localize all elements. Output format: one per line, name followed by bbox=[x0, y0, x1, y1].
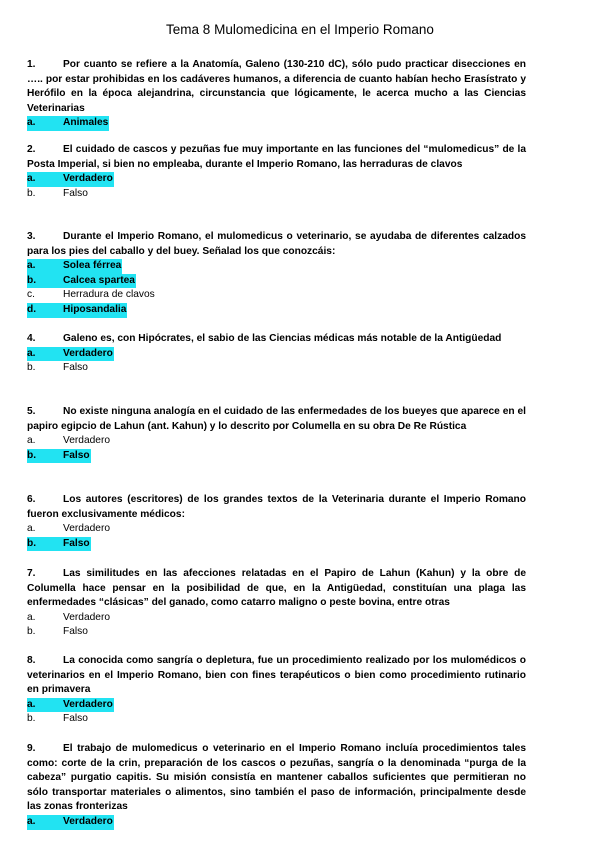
answer-option bbox=[27, 698, 526, 713]
question-7 bbox=[27, 567, 526, 640]
question-6 bbox=[27, 493, 526, 551]
question-8 bbox=[27, 654, 526, 727]
answer-option bbox=[27, 815, 526, 830]
option-text: Falso bbox=[63, 187, 88, 199]
highlighted-answer bbox=[27, 449, 91, 464]
question-5 bbox=[27, 405, 526, 463]
option-letter: b. bbox=[27, 713, 36, 725]
question-stem bbox=[27, 143, 526, 172]
question-stem bbox=[27, 405, 526, 434]
answer-option bbox=[27, 172, 526, 187]
option-text: Calcea spartea bbox=[63, 274, 135, 286]
option-text: Falso bbox=[63, 362, 88, 374]
answer-option bbox=[27, 449, 526, 464]
question-number: 2. bbox=[27, 144, 36, 155]
question-number: 3. bbox=[27, 231, 36, 242]
option-letter: a. bbox=[27, 698, 36, 710]
option-text: Verdadero bbox=[63, 435, 111, 447]
option-text: Falso bbox=[63, 537, 90, 549]
question-1 bbox=[27, 58, 526, 131]
question-number: 5. bbox=[27, 406, 36, 417]
option-text: Verdadero bbox=[63, 611, 111, 623]
answer-option bbox=[27, 522, 526, 537]
question-text: No existe ninguna analogía en el cuidado de las enfermedades de los bueyes que aparece en el papiro egipcio de Lahun (ant. Kahun) y lo descrito por Columella en su obra De Re Rústica bbox=[27, 406, 526, 432]
option-text: Verdadero bbox=[63, 523, 111, 535]
highlighted-answer bbox=[27, 698, 114, 713]
question-3 bbox=[27, 230, 526, 318]
option-text: Falso bbox=[63, 449, 90, 461]
option-text: Animales bbox=[63, 117, 109, 129]
question-stem bbox=[27, 332, 526, 347]
option-letter: b. bbox=[27, 449, 37, 461]
option-text: Falso bbox=[63, 713, 88, 725]
question-number: 1. bbox=[27, 59, 36, 70]
option-letter: a. bbox=[27, 523, 36, 535]
option-text: Solea férrea bbox=[63, 260, 122, 272]
option-letter: b. bbox=[27, 187, 36, 199]
option-text: Verdadero bbox=[63, 173, 113, 185]
highlighted-answer bbox=[27, 537, 91, 552]
answer-option bbox=[27, 288, 526, 303]
highlighted-answer bbox=[27, 116, 109, 131]
option-text: Falso bbox=[63, 626, 88, 638]
option-text: Herradura de clavos bbox=[63, 289, 155, 301]
option-text: Hiposandalia bbox=[63, 303, 127, 315]
option-letter: c. bbox=[27, 289, 35, 301]
question-number: 9. bbox=[27, 743, 36, 754]
question-text: Durante el Imperio Romano, el mulomedicus o veterinario, se ayudaba de diferentes calzados para los pies del caballo y del buey. Señalad los que conozcáis: bbox=[27, 231, 526, 257]
answer-option bbox=[27, 116, 526, 131]
question-4 bbox=[27, 332, 526, 376]
question-text: Los autores (escritores) de los grandes textos de la Veterinaria durante el Imperio Romano fueron exclusivamente médicos: bbox=[27, 494, 526, 520]
highlighted-answer bbox=[27, 172, 114, 187]
question-stem bbox=[27, 58, 526, 116]
question-stem bbox=[27, 742, 526, 815]
answer-option bbox=[27, 303, 526, 318]
question-text: La conocida como sangría o depletura, fue un procedimiento realizado por los mulomédicos o veterinarios en el Imperio Romano, bien con fines terapéuticos o bien como procedimiento rutinario en primavera bbox=[27, 655, 526, 696]
highlighted-answer bbox=[27, 303, 127, 318]
answer-option bbox=[27, 537, 526, 552]
option-letter: a. bbox=[27, 611, 36, 623]
question-number: 4. bbox=[27, 333, 36, 344]
answer-option bbox=[27, 259, 526, 274]
question-stem bbox=[27, 493, 526, 522]
question-text: El cuidado de cascos y pezuñas fue muy importante en las funciones del “mulomedicus” de la Posta Imperial, si bien no empleaba, durante el Imperio Romano, las herraduras de clavos bbox=[27, 144, 526, 170]
option-letter: d. bbox=[27, 303, 37, 315]
option-text: Verdadero bbox=[63, 815, 113, 827]
option-text: Verdadero bbox=[63, 347, 113, 359]
answer-option bbox=[27, 187, 526, 202]
question-number: 7. bbox=[27, 568, 36, 579]
answer-option bbox=[27, 434, 526, 449]
option-letter: b. bbox=[27, 362, 36, 374]
question-stem bbox=[27, 230, 526, 259]
question-text: Galeno es, con Hipócrates, el sabio de las Ciencias médicas más notable de la Antigüedad bbox=[63, 333, 502, 344]
answer-option bbox=[27, 361, 526, 376]
option-letter: a. bbox=[27, 260, 36, 272]
option-letter: b. bbox=[27, 537, 37, 549]
question-9 bbox=[27, 742, 526, 830]
highlighted-answer bbox=[27, 815, 114, 830]
option-text: Verdadero bbox=[63, 698, 113, 710]
answer-option bbox=[27, 712, 526, 727]
question-number: 8. bbox=[27, 655, 36, 666]
option-letter: a. bbox=[27, 173, 36, 185]
question-text: Las similitudes en las afecciones relatadas en el Papiro de Lahun (Kahun) y la obre de Columella hace pensar en la posibilidad de que, en la Antigüedad, constituían una plaga las enfermedades “clásicas” del ganado, como catarro maligno o peste bovina, entre otras bbox=[27, 568, 526, 609]
question-text: Por cuanto se refiere a la Anatomía, Galeno (130-210 dC), sólo pudo practicar disecciones en ….. por estar prohibidas en los cadáveres humanos, a diferencia de cuanto habían hecho Erasístrato y Herófilo en la época alejandrina, circunstancia que lógicamente, le acerca mucho a las Ciencias Veterinarias bbox=[27, 59, 526, 114]
highlighted-answer bbox=[27, 274, 136, 289]
option-letter: a. bbox=[27, 117, 36, 129]
question-number: 6. bbox=[27, 494, 36, 505]
option-letter: a. bbox=[27, 435, 36, 447]
answer-option bbox=[27, 625, 526, 640]
question-text: El trabajo de mulomedicus o veterinario en el Imperio Romano incluía procedimientos tales como: corte de la crin, preparación de los cascos o pezuñas, sangría o la denominada “purga de la cabeza” purgatio capitis. Su misión consistía en mantener caballos suficientes que permitieran no sólo transportar materiales o alimentos, sino también el paso de información, principalmente desde las zonas fronterizas bbox=[27, 743, 526, 813]
highlighted-answer bbox=[27, 347, 114, 362]
question-stem bbox=[27, 654, 526, 698]
answer-option bbox=[27, 347, 526, 362]
answer-option bbox=[27, 611, 526, 626]
question-2 bbox=[27, 143, 526, 201]
page-title: Tema 8 Mulomedicina en el Imperio Romano bbox=[166, 22, 434, 37]
option-letter: b. bbox=[27, 274, 37, 286]
answer-option bbox=[27, 274, 526, 289]
question-stem bbox=[27, 567, 526, 611]
option-letter: a. bbox=[27, 815, 36, 827]
option-letter: a. bbox=[27, 347, 36, 359]
highlighted-answer bbox=[27, 259, 122, 274]
option-letter: b. bbox=[27, 626, 36, 638]
